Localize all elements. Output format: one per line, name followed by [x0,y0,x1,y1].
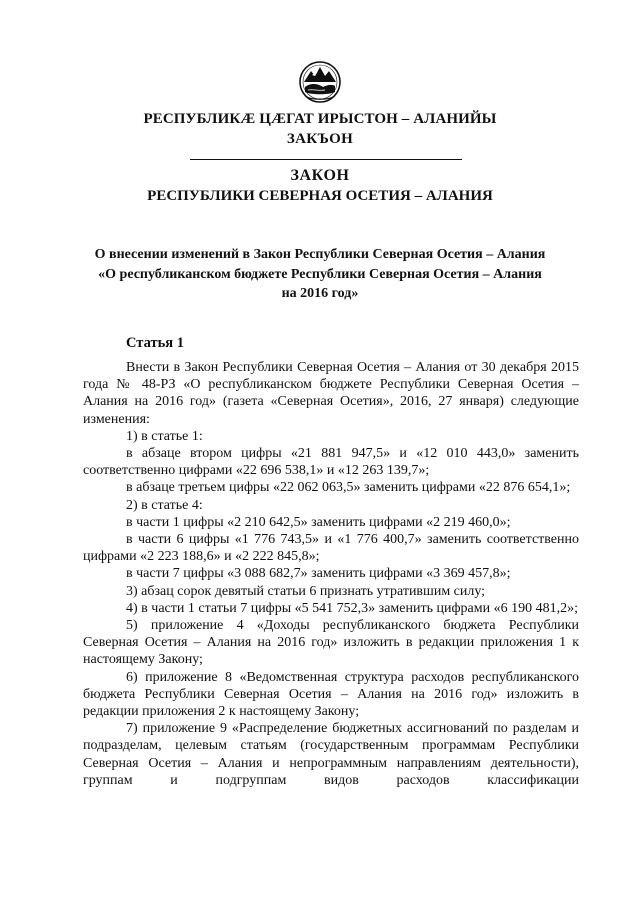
article-heading: Статья 1 [126,335,184,351]
law-heading: ЗАКОН [290,167,350,184]
law-title-line: на 2016 год» [281,286,359,301]
republic-name: РЕСПУБЛИКИ СЕВЕРНАЯ ОСЕТИЯ – АЛАНИЯ [147,188,493,204]
law-title-line: «О республиканском бюджете Республики Северная Осетия – Алания [98,266,542,282]
paragraph: 4) в части 1 статьи 7 цифры «5 541 752,3» заменить цифрами «6 190 481,2»; [126,600,578,616]
paragraph: 3) абзац сорок девятый статьи 6 признать утратившим силу; [126,583,486,599]
paragraph: 1) в статье 1: [126,428,203,444]
law-title [60,245,580,304]
ossetian-republic-name: РЕСПУБЛИКÆ ЦÆГАТ ИРЫСТОН – АЛАНИЙЫ [143,111,497,127]
law-title-line: О внесении изменений в Закон Республики Северная Осетия – Алания [94,247,546,262]
paragraph: 5) приложение 4 «Доходы республиканского бюджета Республики Северная Осетия – Алания на 2016 год» изложить в редакции приложения 1 к настоящему Закону; [83,618,579,668]
paragraph: 6) приложение 8 «Ведомственная структура расходов республиканского бюджета Республики Северная Осетия – Алания на 2016 год» изложить в редакции приложения 2 к настоящему Закону; [83,669,579,720]
paragraph: в части 7 цифры «3 088 682,7» заменить цифрами «3 369 457,8»; [126,566,511,582]
paragraph: 2) в статье 4: [126,497,203,513]
paragraph: в абзаце третьем цифры «22 062 063,5» заменить цифрами «22 876 654,1»; [126,480,571,496]
paragraph: в абзаце втором цифры «21 881 947,5» и «12 010 443,0» заменить соответственно цифрами «22 696 538,1» и «12 263 139,7»; [83,446,579,479]
paragraph: Внести в Закон Республики Северная Осетия – Алания от 30 декабря 2015 года № 48-РЗ «О республиканском бюджете Республики Северная Осетия – Алания на 2016 год» (газета «Северная Осетия», 2016, 27 января) следующие изменения: [83,360,579,427]
ossetian-law-heading: ЗАКЪОН [286,131,354,147]
article-body [83,359,579,789]
paragraph: 7) приложение 9 «Распределение бюджетных ассигнований по разделам и подразделам, целевым статьям (государственным программам Республики Северная Осетия – Алания и непрограммным направлениям деятельности), группам и подгруппам видов расходов классификации [83,721,579,788]
paragraph: в части 1 цифры «2 210 642,5» заменить цифрами «2 219 460,0»; [126,514,511,530]
coat-of-arms-emblem-icon [299,60,341,104]
header-divider [190,159,462,160]
paragraph: в части 6 цифры «1 776 743,5» и «1 776 400,7» заменить соответственно цифрами «2 223 188,6» и «2 222 845,8»; [83,532,579,565]
